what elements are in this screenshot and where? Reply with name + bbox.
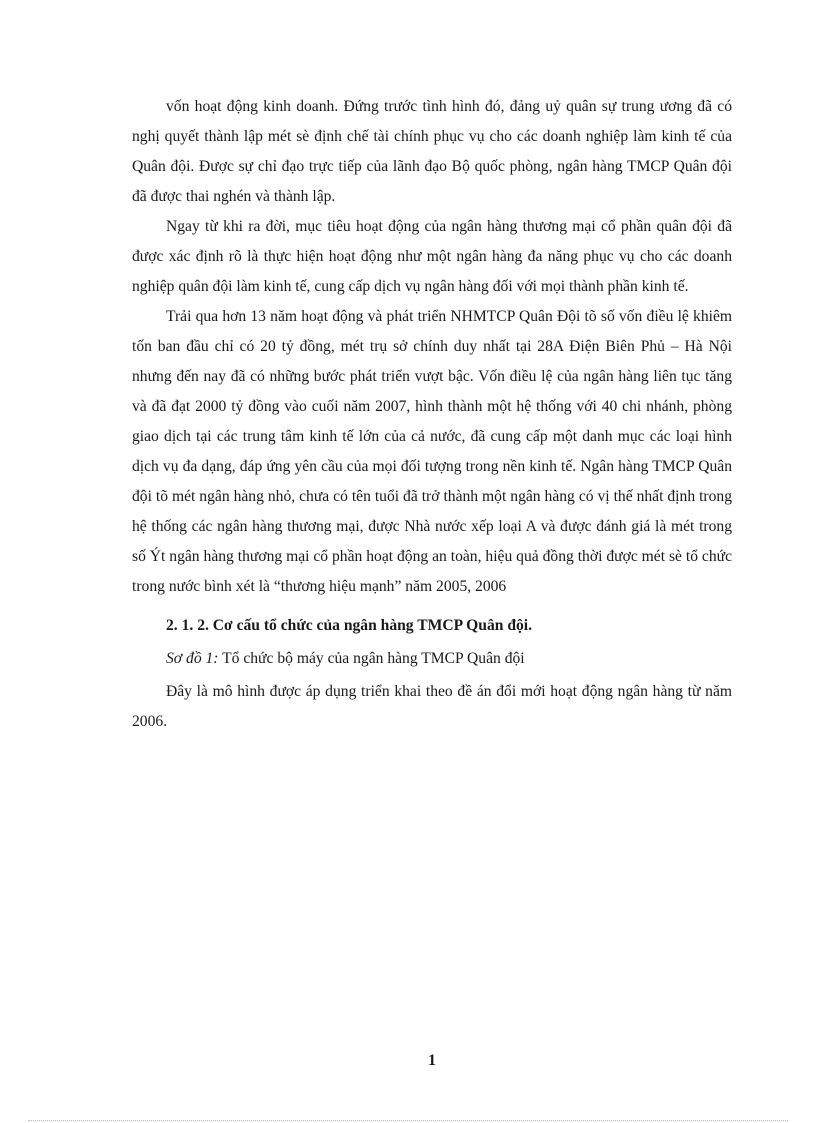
closing-paragraph: Đây là mô hình được áp dụng triển khai theo đề án đổi mới hoạt động ngân hàng từ năm 2006. <box>132 683 732 730</box>
document-body <box>132 92 732 737</box>
section-heading: 2. 1. 2. Cơ cấu tổ chức của ngân hàng TMCP Quân đội. <box>166 617 533 634</box>
diagram-caption-label: Sơ đồ 1: <box>166 650 219 667</box>
body-paragraph-2: Ngay từ khi ra đời, mục tiêu hoạt động của ngân hàng thương mại cổ phần quân đội đã được xác định rõ là thực hiện hoạt động như một ngân hàng đa năng phục vụ cho các doanh nghiệp quân đội làm kinh tế, cung cấp dịch vụ ngân hàng đối với mọi thành phần kinh tế. <box>132 218 732 295</box>
page-number: 1 <box>428 1052 436 1069</box>
footer-divider <box>28 1120 788 1121</box>
body-paragraph-3: Trải qua hơn 13 năm hoạt động và phát triển NHMTCP Quân Đội tõ số vốn điều lệ khiêm tốn ban đầu chỉ có 20 tỷ đồng, mét trụ sở chính duy nhất tại 28A Điện Biên Phủ – Hà Nội nhưng đến nay đã có những bước phát triển vượt bậc. Vốn điều lệ của ngân hàng liên tục tăng và đã đạt 2000 tỷ đồng vào cuối năm 2007, hình thành một hệ thống với 40 chi nhánh, phòng giao dịch tại các trung tâm kinh tế lớn của cả nước, đã cung cấp một danh mục các loại hình dịch vụ đa dạng, đáp ứng yên cầu của mọi đối tượng trong nền kinh tế. Ngân hàng TMCP Quân đội tõ mét ngân hàng nhỏ, chưa có tên tuổi đã trở thành một ngân hàng có vị thế nhất định trong hệ thống các ngân hàng thương mại, được Nhà nước xếp loại A và được đánh giá là mét trong số Ýt ngân hàng thương mại cổ phần hoạt động an toàn, hiệu quả đồng thời được mét sè tổ chức trong nước bình xét là “thương hiệu mạnh” năm 2005, 2006 <box>132 308 732 595</box>
body-paragraph-1: vốn hoạt động kinh doanh. Đứng trước tình hình đó, đảng uỷ quân sự trung ương đã có nghị quyết thành lập mét sè định chế tài chính phục vụ cho các doanh nghiệp làm kinh tế của Quân đội. Được sự chỉ đạo trực tiếp của lãnh đạo Bộ quốc phòng, ngân hàng TMCP Quân đội đã được thai nghén và thành lập. <box>132 98 732 205</box>
diagram-caption <box>132 641 732 677</box>
diagram-caption-text: Tổ chức bộ máy của ngân hàng TMCP Quân đội <box>218 650 525 667</box>
